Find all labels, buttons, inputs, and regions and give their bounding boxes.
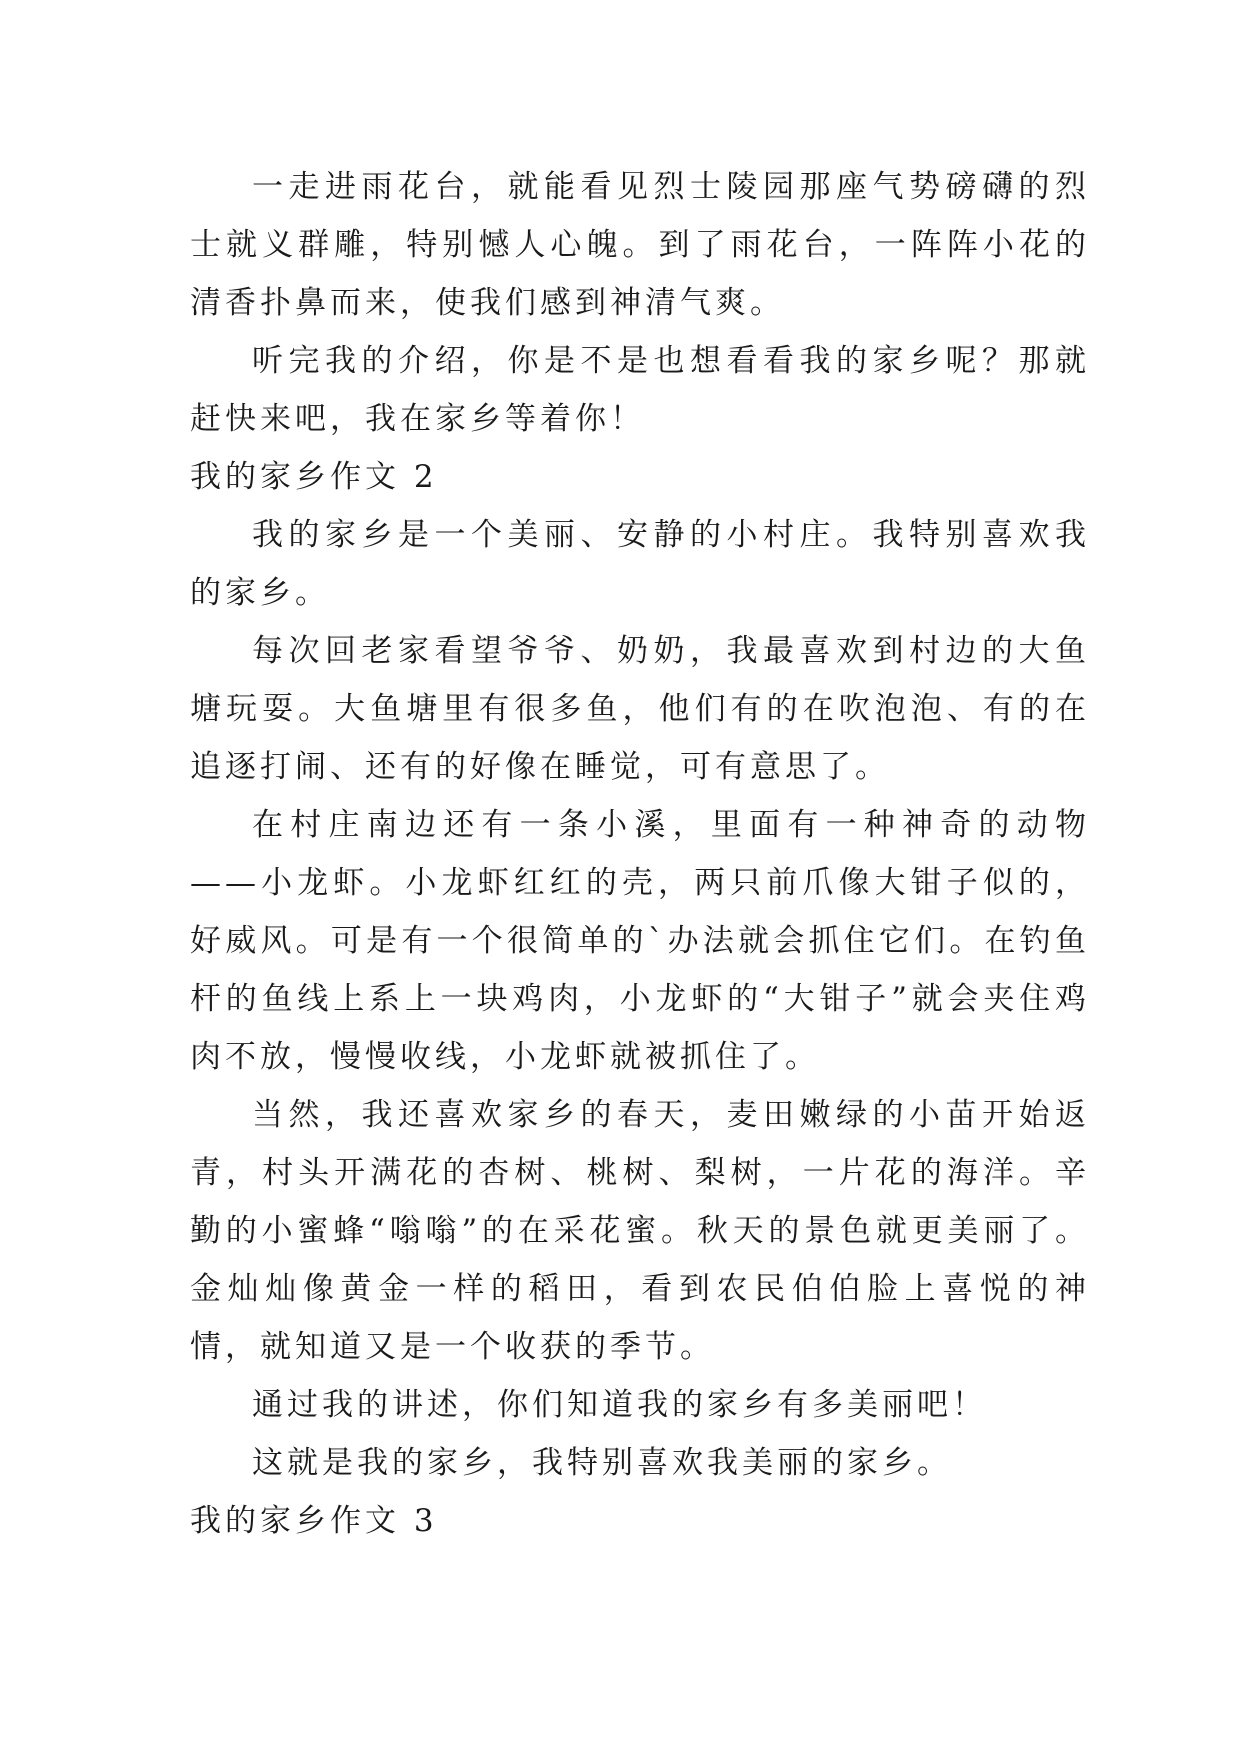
paragraph-narration: 通过我的讲述，你们知道我的家乡有多美丽吧！	[252, 1387, 987, 1423]
section-heading-2: 我的家乡作文 2	[190, 459, 438, 495]
paragraph-fish-pond: 每次回老家看望爷爷、奶奶，我最喜欢到村边的大鱼塘玩耍。大鱼塘里有很多鱼，他们有的在吹泡泡、有的在追逐打闹、还有的好像在睡觉，可有意思了。	[190, 633, 1090, 785]
paragraph-invitation: 听完我的介绍，你是不是也想看看我的家乡呢？那就赶快来吧，我在家乡等着你！	[190, 343, 1090, 437]
paragraph-conclusion: 这就是我的家乡，我特别喜欢我美丽的家乡。	[252, 1445, 952, 1481]
document-body	[190, 158, 1090, 1550]
paragraph-crayfish: 在村庄南边还有一条小溪，里面有一种神奇的动物——小龙虾。小龙虾红红的壳，两只前爪像大钳子似的，好威风。可是有一个很简单的`办法就会抓住它们。在钓鱼杆的鱼线上系上一块鸡肉，小龙虾的“大钳子”就会夹住鸡肉不放，慢慢收线，小龙虾就被抓住了。	[190, 807, 1090, 1075]
section-heading-3: 我的家乡作文 3	[190, 1503, 438, 1539]
paragraph-yuhuatai: 一走进雨花台，就能看见烈士陵园那座气势磅礴的烈士就义群雕，特别憾人心魄。到了雨花台，一阵阵小花的清香扑鼻而来，使我们感到神清气爽。	[190, 169, 1090, 321]
paragraph-village-intro: 我的家乡是一个美丽、安静的小村庄。我特别喜欢我的家乡。	[190, 517, 1090, 611]
paragraph-seasons: 当然，我还喜欢家乡的春天，麦田嫩绿的小苗开始返青，村头开满花的杏树、桃树、梨树，一片花的海洋。辛勤的小蜜蜂“嗡嗡”的在采花蜜。秋天的景色就更美丽了。金灿灿像黄金一样的稻田，看到农民伯伯脸上喜悦的神情，就知道又是一个收获的季节。	[190, 1097, 1090, 1365]
